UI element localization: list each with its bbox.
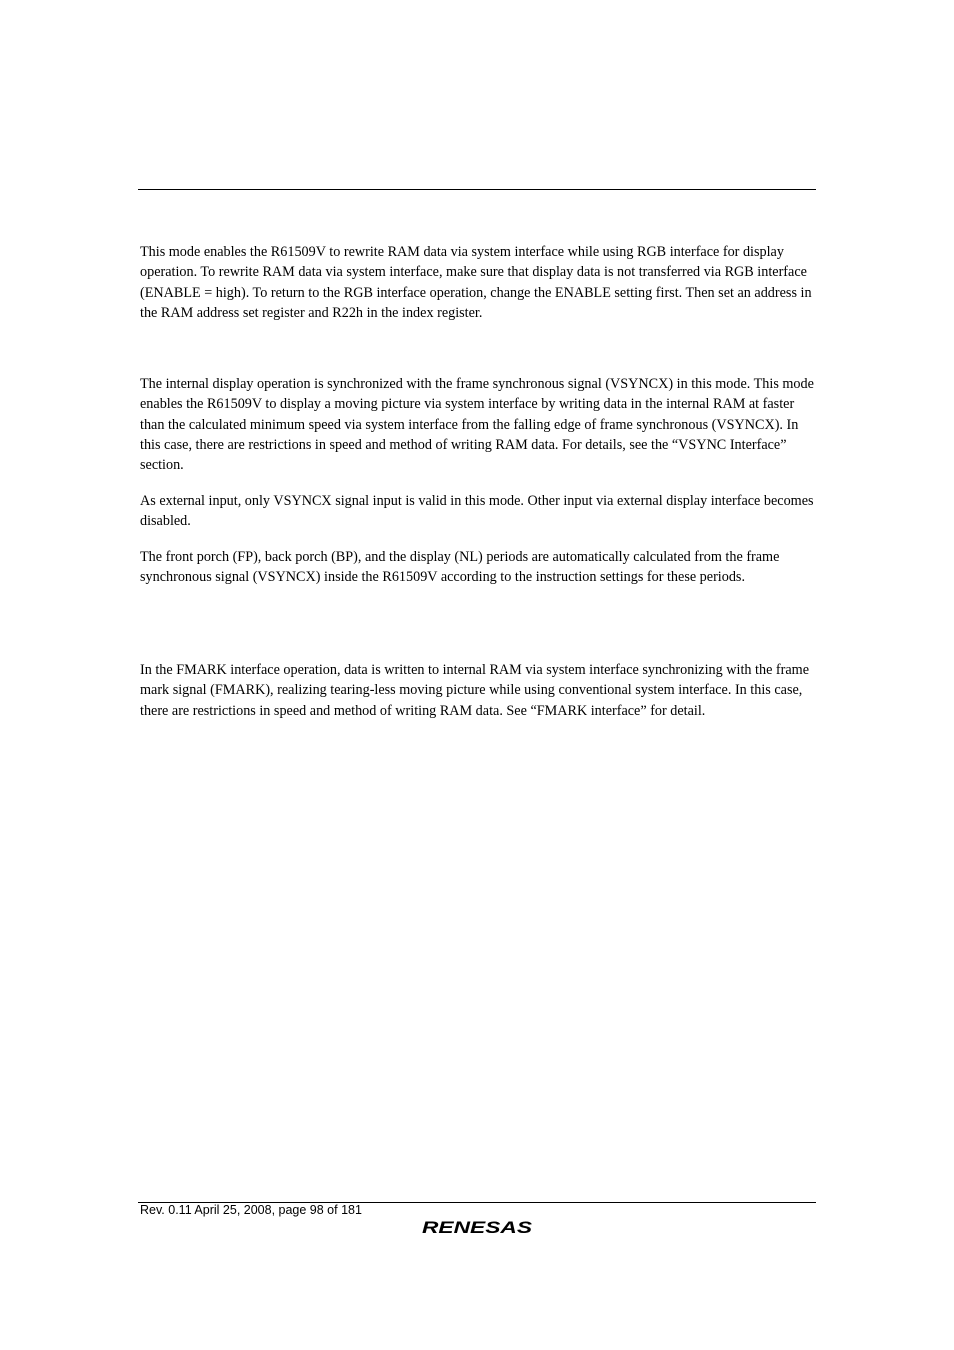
header-rule	[138, 189, 816, 190]
paragraph-fmark-interface: In the FMARK interface operation, data is written to internal RAM via system interface synchronizing with the frame mark signal (FMARK), realizing tearing-less moving picture while using conventional system interface. In this case, there are restrictions in speed and method of writing RAM data. See “FMARK interface” for detail.	[140, 662, 809, 719]
renesas-logo	[420, 1217, 535, 1237]
paragraph-vsync-mode: The internal display operation is synchronized with the frame synchronous signal (VSYNCX) in this mode. This mode enables the R61509V to display a moving picture via system interface by writing data in the internal RAM at faster than the calculated minimum speed via system interface from the falling edge of frame synchronous (VSYNCX). In this case, there are restrictions in speed and method of writing RAM data. For details, see the “VSYNC Interface” section.	[140, 376, 814, 474]
footer-revision: Rev. 0.11 April 25, 2008, page 98 of 181	[140, 1203, 362, 1217]
paragraph-rgb-system-write: This mode enables the R61509V to rewrite RAM data via system interface while using RGB interface for display operation. To rewrite RAM data via system interface, make sure that display data is not transferred via RGB interface (ENABLE = high). To return to the RGB interface operation, change the ENABLE setting first. Then set an address in the RAM address set register and R22h in the index register.	[140, 244, 812, 321]
logo-wordmark: RENESAS	[422, 1218, 533, 1237]
paragraph-external-input: As external input, only VSYNCX signal input is valid in this mode. Other input via external display interface becomes disabled.	[140, 493, 814, 530]
paragraph-porch-periods: The front porch (FP), back porch (BP), and the display (NL) periods are automatically calculated from the frame synchronous signal (VSYNCX) inside the R61509V according to the instruction settings for these periods.	[140, 549, 780, 586]
